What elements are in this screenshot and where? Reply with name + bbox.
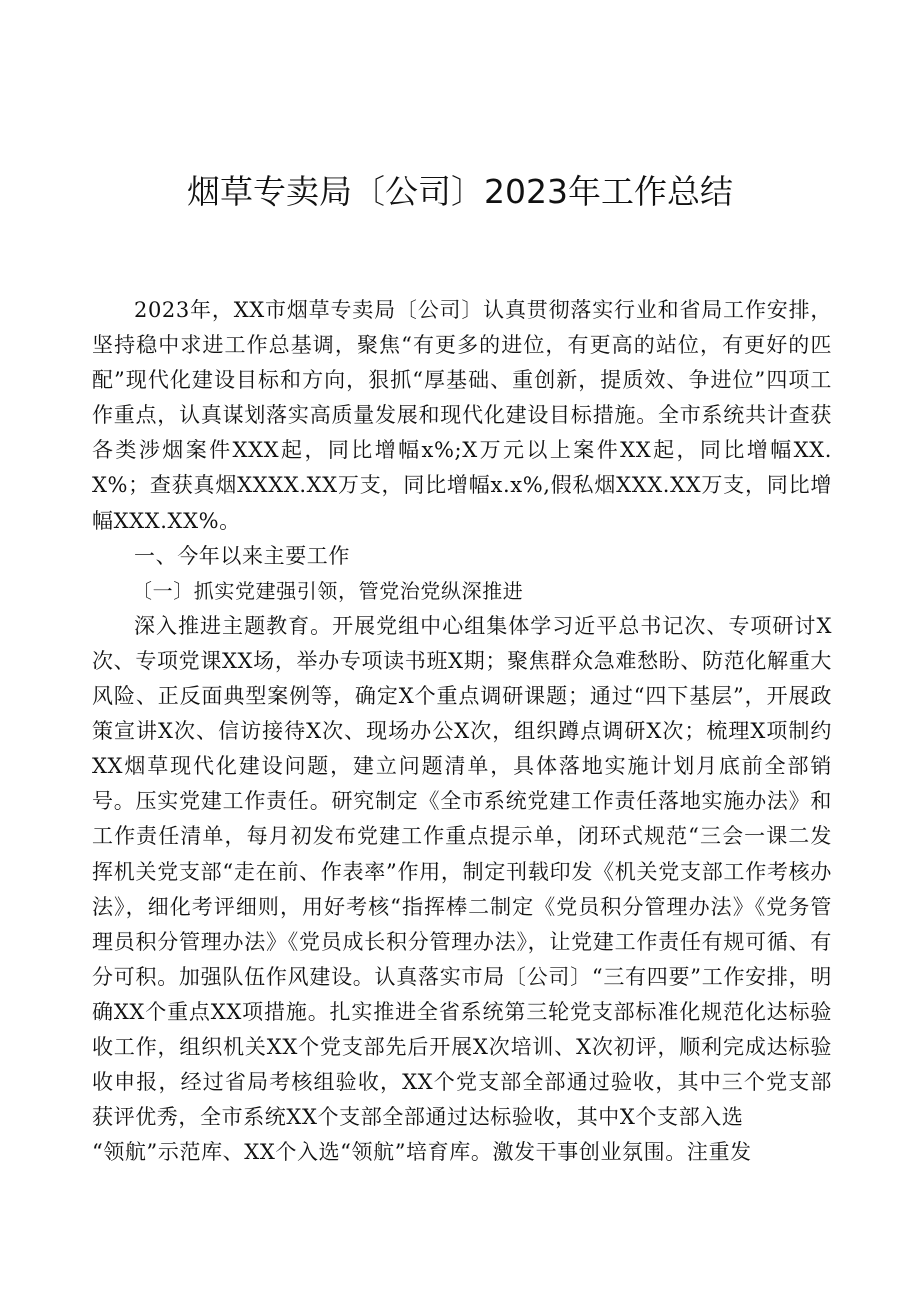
body-paragraph-2: “领航”示范库、XX个入选“领航”培育库。激发干事创业氛围。注重发 — [92, 1140, 752, 1165]
subsection-heading-1: 〔一〕抓实党建强引领，管党治党纵深推进 — [132, 578, 524, 603]
body-paragraph-1: 深入推进主题教育。开展党组中心组集体学习近平总书记次、专项研讨X次、专项党课XX场，举办专项读书班X期；聚焦群众急难愁盼、防范化解重大风险、正反面典型案例等，确定X个重点调研课题；通过“四下基层”，开展政策宣讲X次、信访接待X次、现场办公X次，组织蹲点调研X次；梳理X项制约XX烟草现代化建设问题，建立问题清单，具体落地实施计划月底前全部销号。压实党建工作责任。研究制定《全市系统党建工作责任落地实施办法》和工作责任清单，每月初发布党建工作重点提示单，闭环式规范“三会一课二发挥机关党支部“走在前、作表率”作用，制定刊载印发《机关党支部工作考核办法》，细化考评细则，用好考核“指挥棒二制定《党员积分管理办法》《党务管理员积分管理办法》《党员成长积分管理办法》，让党建工作责任有规可循、有分可积。加强队伍作风建设。认真落实市局〔公司〕“三有四要”工作安排，明确XX个重点XX项措施。扎实推进全省系统第三轮党支部标准化规范化达标验收工作，组织机关XX个党支部先后开展X次培训、X次初评，顺利完成达标验收申报，经过省局考核组验收，XX个党支部全部通过验收，其中三个党支部获评优秀，全市系统XX个支部全部通过达标验收，其中X个支部入选 — [92, 613, 832, 1130]
intro-paragraph: 2023年，XX市烟草专卖局〔公司〕认真贯彻落实行业和省局工作安排，坚持稳中求进工作总基调，聚焦“有更多的进位，有更高的站位，有更好的匹配”现代化建设目标和方向，狠抓“厚基础、重创新，提质效、争进位”四项工作重点，认真谋划落实高质量发展和现代化建设目标措施。全市系统共计查获各类涉烟案件XXX起，同比增幅x%;X万元以上案件XX起，同比增幅XX.X%；查获真烟XXXX.XX万支，同比增幅x.x%,假私烟XXX.XX万支，同比增幅XXX.XX%。 — [92, 298, 832, 533]
document-title: 烟草专卖局〔公司〕2023年工作总结 — [187, 172, 733, 211]
section-heading-1: 一、今年以来主要工作 — [134, 543, 350, 568]
document-body — [92, 293, 832, 1170]
